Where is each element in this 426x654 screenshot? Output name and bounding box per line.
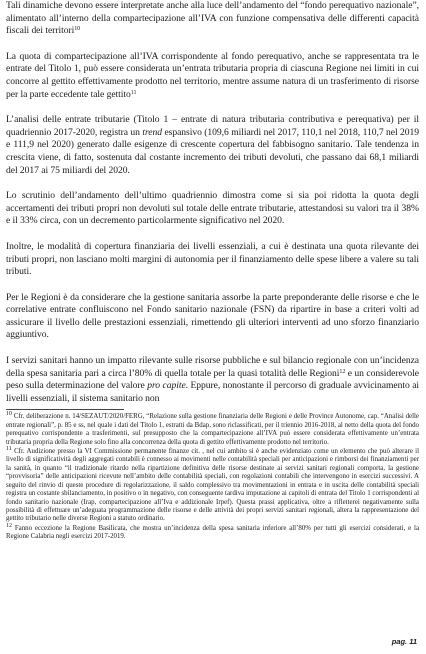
paragraph — [6, 241, 419, 279]
footnote — [6, 448, 419, 524]
paragraph — [6, 292, 419, 342]
italic-term: trend — [142, 126, 163, 138]
body-text — [6, 0, 419, 405]
footnote-divider — [6, 409, 124, 410]
paragraph-text: L’analisi delle entrate tributarie (Titolo 1 – entrate di natura tributaria contributiva e perequativa) per il quadriennio 2017-2020, registra un — [6, 114, 419, 138]
paragraph-text: Tali dinamiche devono essere interpretate anche alla luce dell’andamento del “fondo perequativo nazionale”, alimentato all’interno della compartecipazione all’IVA con funzione compensativa delle differenti capacità fiscali dei territori — [6, 0, 419, 37]
footnote-number: 11 — [6, 446, 12, 453]
paragraph-text: . Eppure, nonostante il percorso di graduale avvicinamento ai livelli essenziali, il sistema sanitario non — [6, 380, 420, 404]
paragraph-text: I servizi sanitari hanno un impatto rilevante sulle risorse pubbliche e sul bilancio regionale con un’incidenza della spesa sanitaria pari a circa l’80% di quella totale per la quasi totalità delle Regioni — [6, 355, 419, 379]
page-number: pag. 11 — [391, 637, 417, 646]
paragraph — [6, 190, 419, 228]
paragraph-text: Inoltre, le modalità di copertura finanziaria dei livelli essenziali, a cui è destinata una quota rilevante dei tributi propri, non lasciano molti margini di autonomia per il finanziamento delle spese libere a valere su tali tributi. — [6, 240, 419, 278]
footnotes — [6, 413, 419, 541]
paragraph-text: e un considerevole peso sulla determinazione del valore — [6, 367, 420, 392]
footnote-ref[interactable]: 12 — [339, 368, 346, 375]
paragraph — [6, 51, 419, 101]
footnote-text: Cfr. Audizione presso la VI Commissione permanente finanze cit. , nel cui ambito si è anche evidenziato come un elemento che può alterare il livello di significatività degli aggregati contabili è connesso ai movimenti nelle contabilità speciali per anticipazioni e rimborsi dei finanziamenti per la sanità, in quanto “il tradizionale ritardo nella ripartizione definitiva delle risorse destinate ai servizi sanitari regionali comporta, la gestione “provvisoria” delle anticipazioni ricevute nell’ambito delle contabilità speciali, con regolazioni contabili che intervengono in esercizi successivi. A seguito del rinvio di queste procedure di regolarizzazione, il saldo complessivo tra movimentazioni in entrata e in uscita delle contabilità speciali registra un costante sbilanciamento, in positivo o in negativo, con conseguente tardiva imputazione ai capitoli di entrata del Titolo 1 corrispondenti al fondo sanitario nazionale (Irap, compartecipazione all’Iva e addizionale Irpef). Questa prassi applicativa, oltre a rifletterei negativamente sulla possibilità di effettuare un’adeguata programmazione delle risorse e delle attività dei propri servizi sanitari regionali, altera la rappresentazione del gettito tributario nelle diverse Regioni a statuto ordinario. — [6, 448, 419, 523]
paragraph-text: espansivo (109,6 miliardi nel 2017, 110,1 nel 2018, 110,7 nel 2019 e 111,9 nel 2020) generato dalle esigenze di crescente copertura del fabbisogno sanitario. Tale tendenza in crescita viene, di fatto, sostenuta dal costante incremento dei tributi devoluti, che passano dai 68,1 miliardi del 2017 ai 75 miliardi del 2020. — [6, 126, 419, 176]
footnote-text: Fanno eccezione la Regione Basilicata, che mostra un’incidenza della spesa sanitaria inferiore all’80% per tutti gli esercizi considerati, e la Regione Calabria negli esercizi 2017-2019. — [6, 524, 419, 541]
footnote-number: 10 — [6, 411, 12, 418]
footnote-text: Cfr. deliberazione n. 14/SEZAUT/2020/FERG, “Relazione sulla gestione finanziaria delle Regioni e delle Province Autonome, cap. “Analisi delle entrate regionali”, p. 85 e ss, nel quale i dati del Titolo 1, estratti da Bdap, sono riclassificati, per il triennio 2016-2018, al netto della quota del fondo perequativo corrispondente a trasferimenti, sul presupposto che la compartecipazione all’IVA può essere considerata effettivamente un’entrata tributaria propria della Regione solo fino alla concorrenza della quota di gettito effettivamente prodotto nel territorio. — [6, 413, 419, 446]
paragraph-text: Per le Regioni è da considerare che la gestione sanitaria assorbe la parte preponderante delle risorse e che le correlative entrate confluiscono nel Fondo sanitario nazionale (FSN) da ripartire in base a criteri volti ad assicurare il livello delle prestazioni essenziali, rimettendo gli ulteriori interventi ad uno sforzo finanziario aggiuntivo. — [6, 291, 419, 341]
footnote — [6, 522, 419, 542]
footnote-ref[interactable]: 10 — [74, 26, 81, 33]
paragraph — [6, 355, 419, 405]
paragraph-text: Lo scrutinio dell’andamento dell’ultimo quadriennio dimostra come si sia poi ridotta la quota degli accertamenti dei tributi propri non devoluti sul totale delle entrate tributarie, attestandosi su valori tra il 38% e il 33% circa, con un decremento particolarmente significativo nel 2020. — [6, 190, 419, 227]
footnote-ref[interactable]: 11 — [130, 89, 137, 96]
paragraph-text: La quota di compartecipazione all’IVA corrispondente al fondo perequativo, anche se rappresentata tra le entrate del Titolo 1, può essere considerata un’entrata tributaria propria di ciascuna Regione nei limiti in cui concorre al gettito effettivamente prodotto nel territorio, mentre assume natura di un trasferimento di risorse per la parte eccedente tale gettito — [6, 50, 419, 100]
paragraph — [6, 114, 419, 177]
footnote-number: 12 — [6, 522, 12, 529]
paragraph — [6, 0, 419, 38]
footnote — [6, 413, 419, 447]
italic-term: pro capite — [147, 380, 186, 392]
